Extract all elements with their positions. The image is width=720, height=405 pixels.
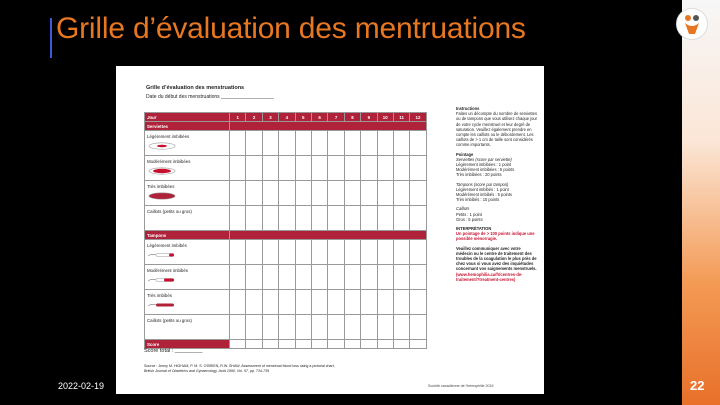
grid-cell[interactable] (393, 315, 409, 340)
grid-cell[interactable] (246, 156, 262, 181)
grid-cell[interactable] (279, 290, 295, 315)
table-row (145, 181, 427, 206)
grid-cell[interactable] (262, 240, 278, 265)
grid-cell[interactable] (410, 240, 426, 265)
interpretation-text: Un pointage de > 100 points indique une possible ménorragie. (456, 231, 535, 242)
score-cell[interactable] (393, 340, 409, 349)
score-cell[interactable] (311, 340, 327, 349)
table-row (145, 315, 427, 340)
grid-cell[interactable] (377, 240, 393, 265)
grid-cell[interactable] (262, 131, 278, 156)
grid-cell[interactable] (377, 315, 393, 340)
title-accent-bar (50, 18, 52, 58)
grid-cell[interactable] (393, 290, 409, 315)
grid-cell[interactable] (230, 131, 246, 156)
table-row (145, 206, 427, 231)
grid-cell[interactable] (230, 265, 246, 290)
grid-cell[interactable] (344, 315, 360, 340)
slide-page-number: 22 (690, 378, 705, 393)
day-header: 6 (311, 113, 327, 122)
grid-cell[interactable] (230, 290, 246, 315)
grid-cell[interactable] (393, 206, 409, 231)
table-row (145, 240, 427, 265)
grid-cell[interactable] (328, 290, 344, 315)
day-header: 10 (377, 113, 393, 122)
grid-cell[interactable] (377, 265, 393, 290)
score-cell[interactable] (328, 340, 344, 349)
score-line: Très imbibés : 10 points (456, 197, 500, 203)
grid-cell[interactable] (328, 181, 344, 206)
grid-cell[interactable] (311, 315, 327, 340)
grid-cell[interactable] (279, 315, 295, 340)
grid-cell[interactable] (230, 315, 246, 340)
day-header: 11 (393, 113, 409, 122)
day-header-label: Jour (145, 113, 230, 122)
grid-cell[interactable] (344, 265, 360, 290)
grid-cell[interactable] (361, 290, 377, 315)
grid-cell[interactable] (246, 240, 262, 265)
score-cell[interactable] (410, 340, 426, 349)
score-line: Très imbibées : 20 points (456, 172, 502, 178)
evaluation-table (144, 112, 427, 349)
light-tampon-icon (147, 251, 177, 259)
grid-cell[interactable] (410, 131, 426, 156)
instructions-text: Faites un décompte du nombre de serviettes ou de tampons que vous utilisez chaque jour de votre cycle menstruel et leur degré de saturation. Veuillez également prendre en compte les caillots ou le débordement. Les caillots de > 1 cm de taille sont considérés comme importants. (456, 111, 538, 148)
grid-cell[interactable] (361, 131, 377, 156)
doc-footer: Société canadienne de l’hémophilie 2015 (428, 384, 494, 388)
row-label: Très imbibées (147, 184, 175, 189)
grid-cell[interactable] (262, 181, 278, 206)
grid-cell[interactable] (230, 181, 246, 206)
grid-cell[interactable] (230, 240, 246, 265)
day-header: 2 (246, 113, 262, 122)
grid-cell[interactable] (230, 156, 246, 181)
row-label: Modérément imbibées (147, 159, 191, 164)
row-label: Légèrement imbibées (147, 134, 190, 139)
section-label: Tampons (145, 231, 230, 240)
grid-cell[interactable] (311, 290, 327, 315)
grid-cell[interactable] (377, 206, 393, 231)
grid-cell[interactable] (393, 181, 409, 206)
slide-date: 2022-02-19 (58, 381, 105, 391)
interpretation-heading: INTERPRÉTATION (456, 226, 492, 232)
grid-cell[interactable] (328, 265, 344, 290)
grid-cell[interactable] (262, 265, 278, 290)
grid-cell[interactable] (295, 156, 311, 181)
treatment-centres-link[interactable]: (www.hemophilia.ca/fr/centres-de-traitement/?treatment-centres) (456, 271, 523, 282)
grid-cell[interactable] (361, 156, 377, 181)
grid-cell[interactable] (279, 181, 295, 206)
tampons-score-heading: Tampons (score par tampon) (456, 181, 509, 187)
grid-cell[interactable] (344, 206, 360, 231)
grid-cell[interactable] (295, 315, 311, 340)
grid-cell[interactable] (361, 206, 377, 231)
grid-cell[interactable] (246, 290, 262, 315)
score-line: Modérément imbibées : 5 points (456, 167, 515, 173)
grid-cell[interactable] (410, 290, 426, 315)
grid-cell[interactable] (279, 240, 295, 265)
score-cell[interactable] (361, 340, 377, 349)
grid-cell[interactable] (328, 131, 344, 156)
grid-cell[interactable] (377, 290, 393, 315)
grid-cell[interactable] (262, 290, 278, 315)
grid-cell[interactable] (295, 131, 311, 156)
instructions-panel (456, 106, 538, 282)
doc-date-line: Date du début des menstruations ___________________ (146, 94, 274, 100)
grid-cell[interactable] (246, 181, 262, 206)
grid-cell[interactable] (361, 315, 377, 340)
grid-cell[interactable] (295, 240, 311, 265)
row-label: Caillots (petits ou gros) (147, 318, 192, 323)
day-header: 1 (230, 113, 246, 122)
soaked-pad-icon (147, 192, 177, 200)
day-header: 4 (279, 113, 295, 122)
grid-cell[interactable] (328, 240, 344, 265)
row-label: Modérément imbibés (147, 268, 188, 273)
grid-cell[interactable] (311, 156, 327, 181)
grid-cell[interactable] (410, 315, 426, 340)
grid-cell[interactable] (262, 315, 278, 340)
score-cell[interactable] (344, 340, 360, 349)
grid-cell[interactable] (393, 265, 409, 290)
grid-cell[interactable] (410, 265, 426, 290)
table-header-row (145, 113, 427, 122)
grid-cell[interactable] (328, 315, 344, 340)
table-row (145, 290, 427, 315)
grid-cell[interactable] (393, 131, 409, 156)
doc-title: Grille d’évaluation des menstruations (146, 85, 245, 91)
score-cell[interactable] (262, 340, 278, 349)
table-row (145, 131, 427, 156)
score-total: Score total : _________ (144, 348, 203, 354)
grid-cell[interactable] (246, 206, 262, 231)
grid-cell[interactable] (377, 181, 393, 206)
grid-cell[interactable] (311, 131, 327, 156)
score-cell[interactable] (279, 340, 295, 349)
serviettes-score-heading: Serviettes (score par serviette) (456, 156, 512, 162)
grid-cell[interactable] (344, 181, 360, 206)
grid-cell[interactable] (361, 240, 377, 265)
source-line-2: British Journal of Obstetrics and Gynaecology, Août 1990, Vol. 97, pp. 734-739 (144, 369, 270, 373)
day-header: 12 (410, 113, 426, 122)
evaluation-grid-document (116, 66, 544, 394)
grid-cell[interactable] (361, 181, 377, 206)
grid-cell[interactable] (295, 206, 311, 231)
grid-cell[interactable] (344, 131, 360, 156)
day-header: 8 (344, 113, 360, 122)
soaked-tampon-icon (147, 301, 177, 309)
row-label: Caillots (petits ou gros) (147, 209, 192, 214)
grid-cell[interactable] (279, 265, 295, 290)
section-label: Serviettes (145, 122, 230, 131)
section-row-tampons (145, 231, 427, 240)
grid-cell[interactable] (311, 240, 327, 265)
grid-cell[interactable] (311, 206, 327, 231)
score-cell[interactable] (230, 340, 246, 349)
grid-cell[interactable] (410, 156, 426, 181)
grid-cell[interactable] (246, 131, 262, 156)
source-citation (144, 364, 374, 374)
grid-cell[interactable] (311, 265, 327, 290)
grid-cell[interactable] (311, 181, 327, 206)
grid-cell[interactable] (262, 156, 278, 181)
grid-cell[interactable] (295, 181, 311, 206)
section-row-serviettes (145, 122, 427, 131)
score-cell[interactable] (295, 340, 311, 349)
slide-title: Grille d’évaluation des mentruations (56, 12, 526, 45)
table-row (145, 265, 427, 290)
grid-cell[interactable] (410, 206, 426, 231)
score-line: Petits : 1 point (456, 211, 482, 217)
contact-text: Veuillez communiquer avec votre médecin ou le centre de traitement des troubles de la coagulation le plus près de chez vous si vous avez des inquiétudes concernant vos saignements menstruels. (456, 245, 537, 272)
moderate-pad-icon (147, 167, 177, 175)
grid-cell[interactable] (377, 131, 393, 156)
day-header: 5 (295, 113, 311, 122)
grid-cell[interactable] (344, 240, 360, 265)
grid-cell[interactable] (295, 290, 311, 315)
score-line: Modérément imbibés : 5 points (456, 192, 512, 198)
grid-cell[interactable] (230, 206, 246, 231)
source-line-1: Source : Jenny M. HIGHAM, P. M. S. O’BRIEN, R.W. SHAW, Assessment of menstrual blood loss using a pictorial chart, (144, 364, 335, 368)
score-line: Gros : 5 points (456, 216, 483, 222)
table-row (145, 156, 427, 181)
grid-cell[interactable] (410, 181, 426, 206)
grid-cell[interactable] (393, 156, 409, 181)
row-label: Très imbibés (147, 293, 172, 298)
light-pad-icon (147, 142, 177, 150)
grid-cell[interactable] (393, 240, 409, 265)
side-gradient-band (682, 0, 720, 405)
grid-cell[interactable] (246, 315, 262, 340)
grid-cell[interactable] (246, 265, 262, 290)
score-line: Légèrement imbibées : 1 point (456, 162, 512, 168)
instructions-heading: Instructions (456, 106, 480, 111)
score-line: Légèrement imbibés : 1 point (456, 186, 509, 192)
moderate-tampon-icon (147, 276, 177, 284)
day-header: 7 (328, 113, 344, 122)
grid-cell[interactable] (344, 290, 360, 315)
grid-cell[interactable] (279, 156, 295, 181)
hemophilia-logo-icon (676, 8, 708, 40)
grid-cell[interactable] (328, 206, 344, 231)
score-cell[interactable] (377, 340, 393, 349)
grid-cell[interactable] (279, 206, 295, 231)
grid-cell[interactable] (377, 156, 393, 181)
grid-cell[interactable] (361, 265, 377, 290)
score-label: Score (145, 340, 230, 349)
pointage-heading: Pointage (456, 151, 474, 157)
caillots-score-heading: Caillots (456, 206, 470, 212)
grid-cell[interactable] (328, 156, 344, 181)
grid-cell[interactable] (295, 265, 311, 290)
grid-cell[interactable] (279, 131, 295, 156)
grid-cell[interactable] (344, 156, 360, 181)
day-header: 3 (262, 113, 278, 122)
score-cell[interactable] (246, 340, 262, 349)
grid-cell[interactable] (262, 206, 278, 231)
row-label: Légèrement imbibés (147, 243, 187, 248)
day-header: 9 (361, 113, 377, 122)
